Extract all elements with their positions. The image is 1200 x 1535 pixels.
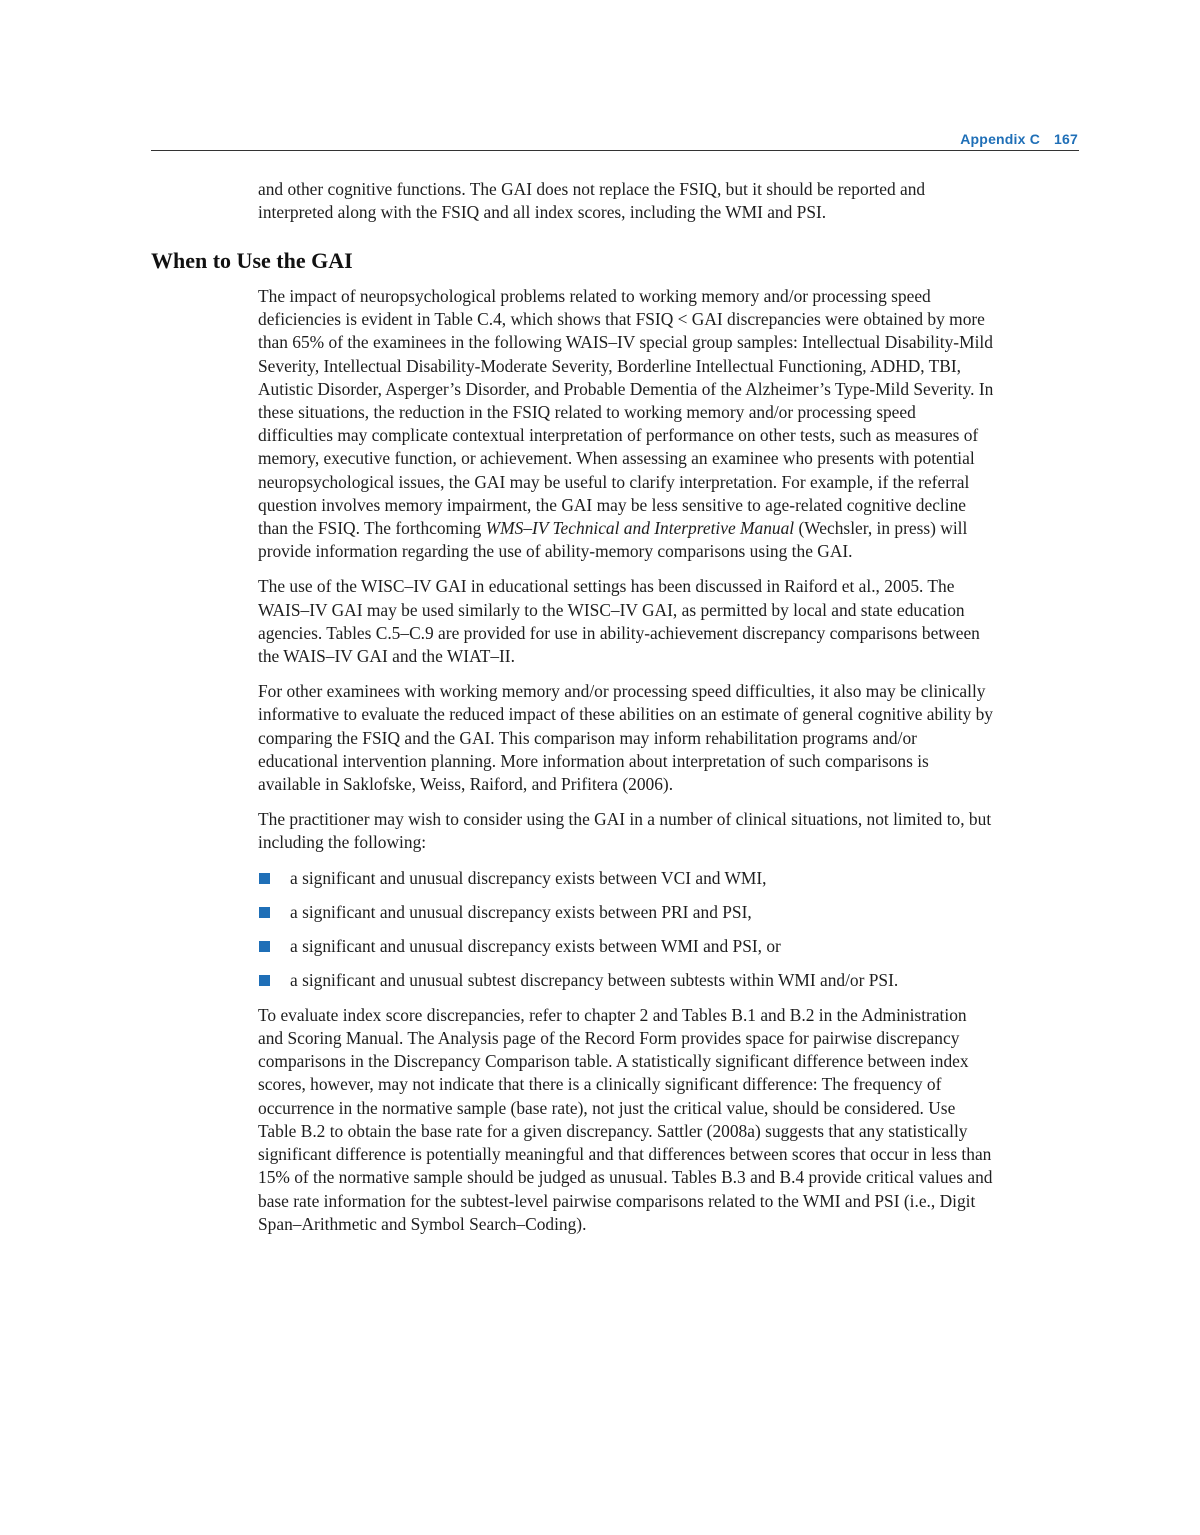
paragraph-2: The use of the WISC–IV GAI in educational settings has been discussed in Raiford et al., 2005. The WAIS–IV GAI may be used similarly to the WISC–IV GAI, as permitted by local and state education agencies. Tables C.5–C.9 are provided for use in ability-achievement discrepancy comparisons between the WAIS–IV GAI and the WIAT–II. bbox=[258, 576, 980, 667]
paragraph-5: To evaluate index score discrepancies, refer to chapter 2 and Tables B.1 and B.2 in the Administration and Scoring Manual. The Analysis page of the Record Form provides space for pairwise discrepancy comparisons in the Discrepancy Comparison table. A statistically significant difference between index scores, however, may not indicate that there is a clinically significant difference: The frequency of occurrence in the normative sample (base rate), not just the critical value, should be considered. Use Table B.2 to obtain the base rate for a given discrepancy. Sattler (2008a) suggests that any statistically significant difference is potentially meaningful and that differences between scores that occur in less than 15% of the normative sample should be judged as unusual. Tables B.3 and B.4 provide critical values and base rate information for the subtest-level pairwise comparisons related to the WMI and PSI (i.e., Digit Span–Arithmetic and Symbol Search–Coding). bbox=[258, 1004, 993, 1234]
manual-title: WMS–IV Technical and Interpretive Manual bbox=[485, 518, 795, 539]
running-head-section: Appendix C bbox=[960, 131, 1041, 147]
bullet-square-icon bbox=[259, 975, 270, 986]
intro-block bbox=[258, 178, 994, 236]
bullet-square-icon bbox=[259, 873, 270, 884]
paragraph-4: The practitioner may wish to consider using the GAI in a number of clinical situations, not limited to, but including the following: bbox=[258, 809, 992, 853]
bullet-square-icon bbox=[259, 941, 270, 952]
list-item-text: a significant and unusual discrepancy exists between PRI and PSI, bbox=[290, 901, 752, 922]
list-item bbox=[258, 935, 994, 958]
list-item-text: a significant and unusual discrepancy exists between VCI and WMI, bbox=[290, 867, 767, 888]
page-number: 167 bbox=[1054, 131, 1078, 147]
list-item bbox=[258, 901, 994, 924]
list-item bbox=[258, 867, 994, 890]
section-body bbox=[258, 285, 994, 1248]
section-title: When to Use the GAI bbox=[151, 248, 353, 273]
bullet-square-icon bbox=[259, 907, 270, 918]
header-rule bbox=[151, 150, 1079, 151]
paragraph-1-text-b: (Wechsler, in press) will provide information regarding the use of ability-memory comparisons using the GAI. bbox=[258, 518, 968, 562]
paragraph-1-text-a: The impact of neuropsychological problems related to working memory and/or processing speed deficiencies is evident in Table C.4, which shows that FSIQ < GAI discrepancies were obtained by more than 65% of the examinees in the following WAIS–IV special group samples: Intellectual Disability-Mild Severity, Intellectual Disability-Moderate Severity, Borderline Intellectual Functioning, ADHD, TBI, Autistic Disorder, Asperger’s Disorder, and Probable Dementia of the Alzheimer’s Type-Mild Severity. In these situations, the reduction in the FSIQ related to working memory and/or processing speed difficulties may complicate contextual interpretation of performance on other tests, such as measures of memory, executive function, or achievement. When assessing an examinee who presents with potential neuropsychological issues, the GAI may be useful to clarify interpretation. For example, if the referral question involves memory impairment, the GAI may be less sensitive to age-related cognitive decline than the FSIQ. The forthcoming bbox=[258, 286, 994, 539]
paragraph-1 bbox=[258, 285, 994, 563]
intro-paragraph: and other cognitive functions. The GAI does not replace the FSIQ, but it should be reported and interpreted along with the FSIQ and all index scores, including the WMI and PSI. bbox=[258, 179, 926, 223]
situations-list bbox=[258, 867, 994, 992]
running-head bbox=[960, 131, 1078, 147]
paragraph-3: For other examinees with working memory and/or processing speed difficulties, it also may be clinically informative to evaluate the reduced impact of these abilities on an estimate of general cognitive ability by comparing the FSIQ and the GAI. This comparison may inform rehabilitation programs and/or educational intervention planning. More information about interpretation of such comparisons is available in Saklofske, Weiss, Raiford, and Prifitera (2006). bbox=[258, 681, 993, 795]
list-item bbox=[258, 969, 994, 992]
list-item-text: a significant and unusual discrepancy exists between WMI and PSI, or bbox=[290, 935, 781, 956]
list-item-text: a significant and unusual subtest discrepancy between subtests within WMI and/or PSI. bbox=[290, 969, 899, 990]
